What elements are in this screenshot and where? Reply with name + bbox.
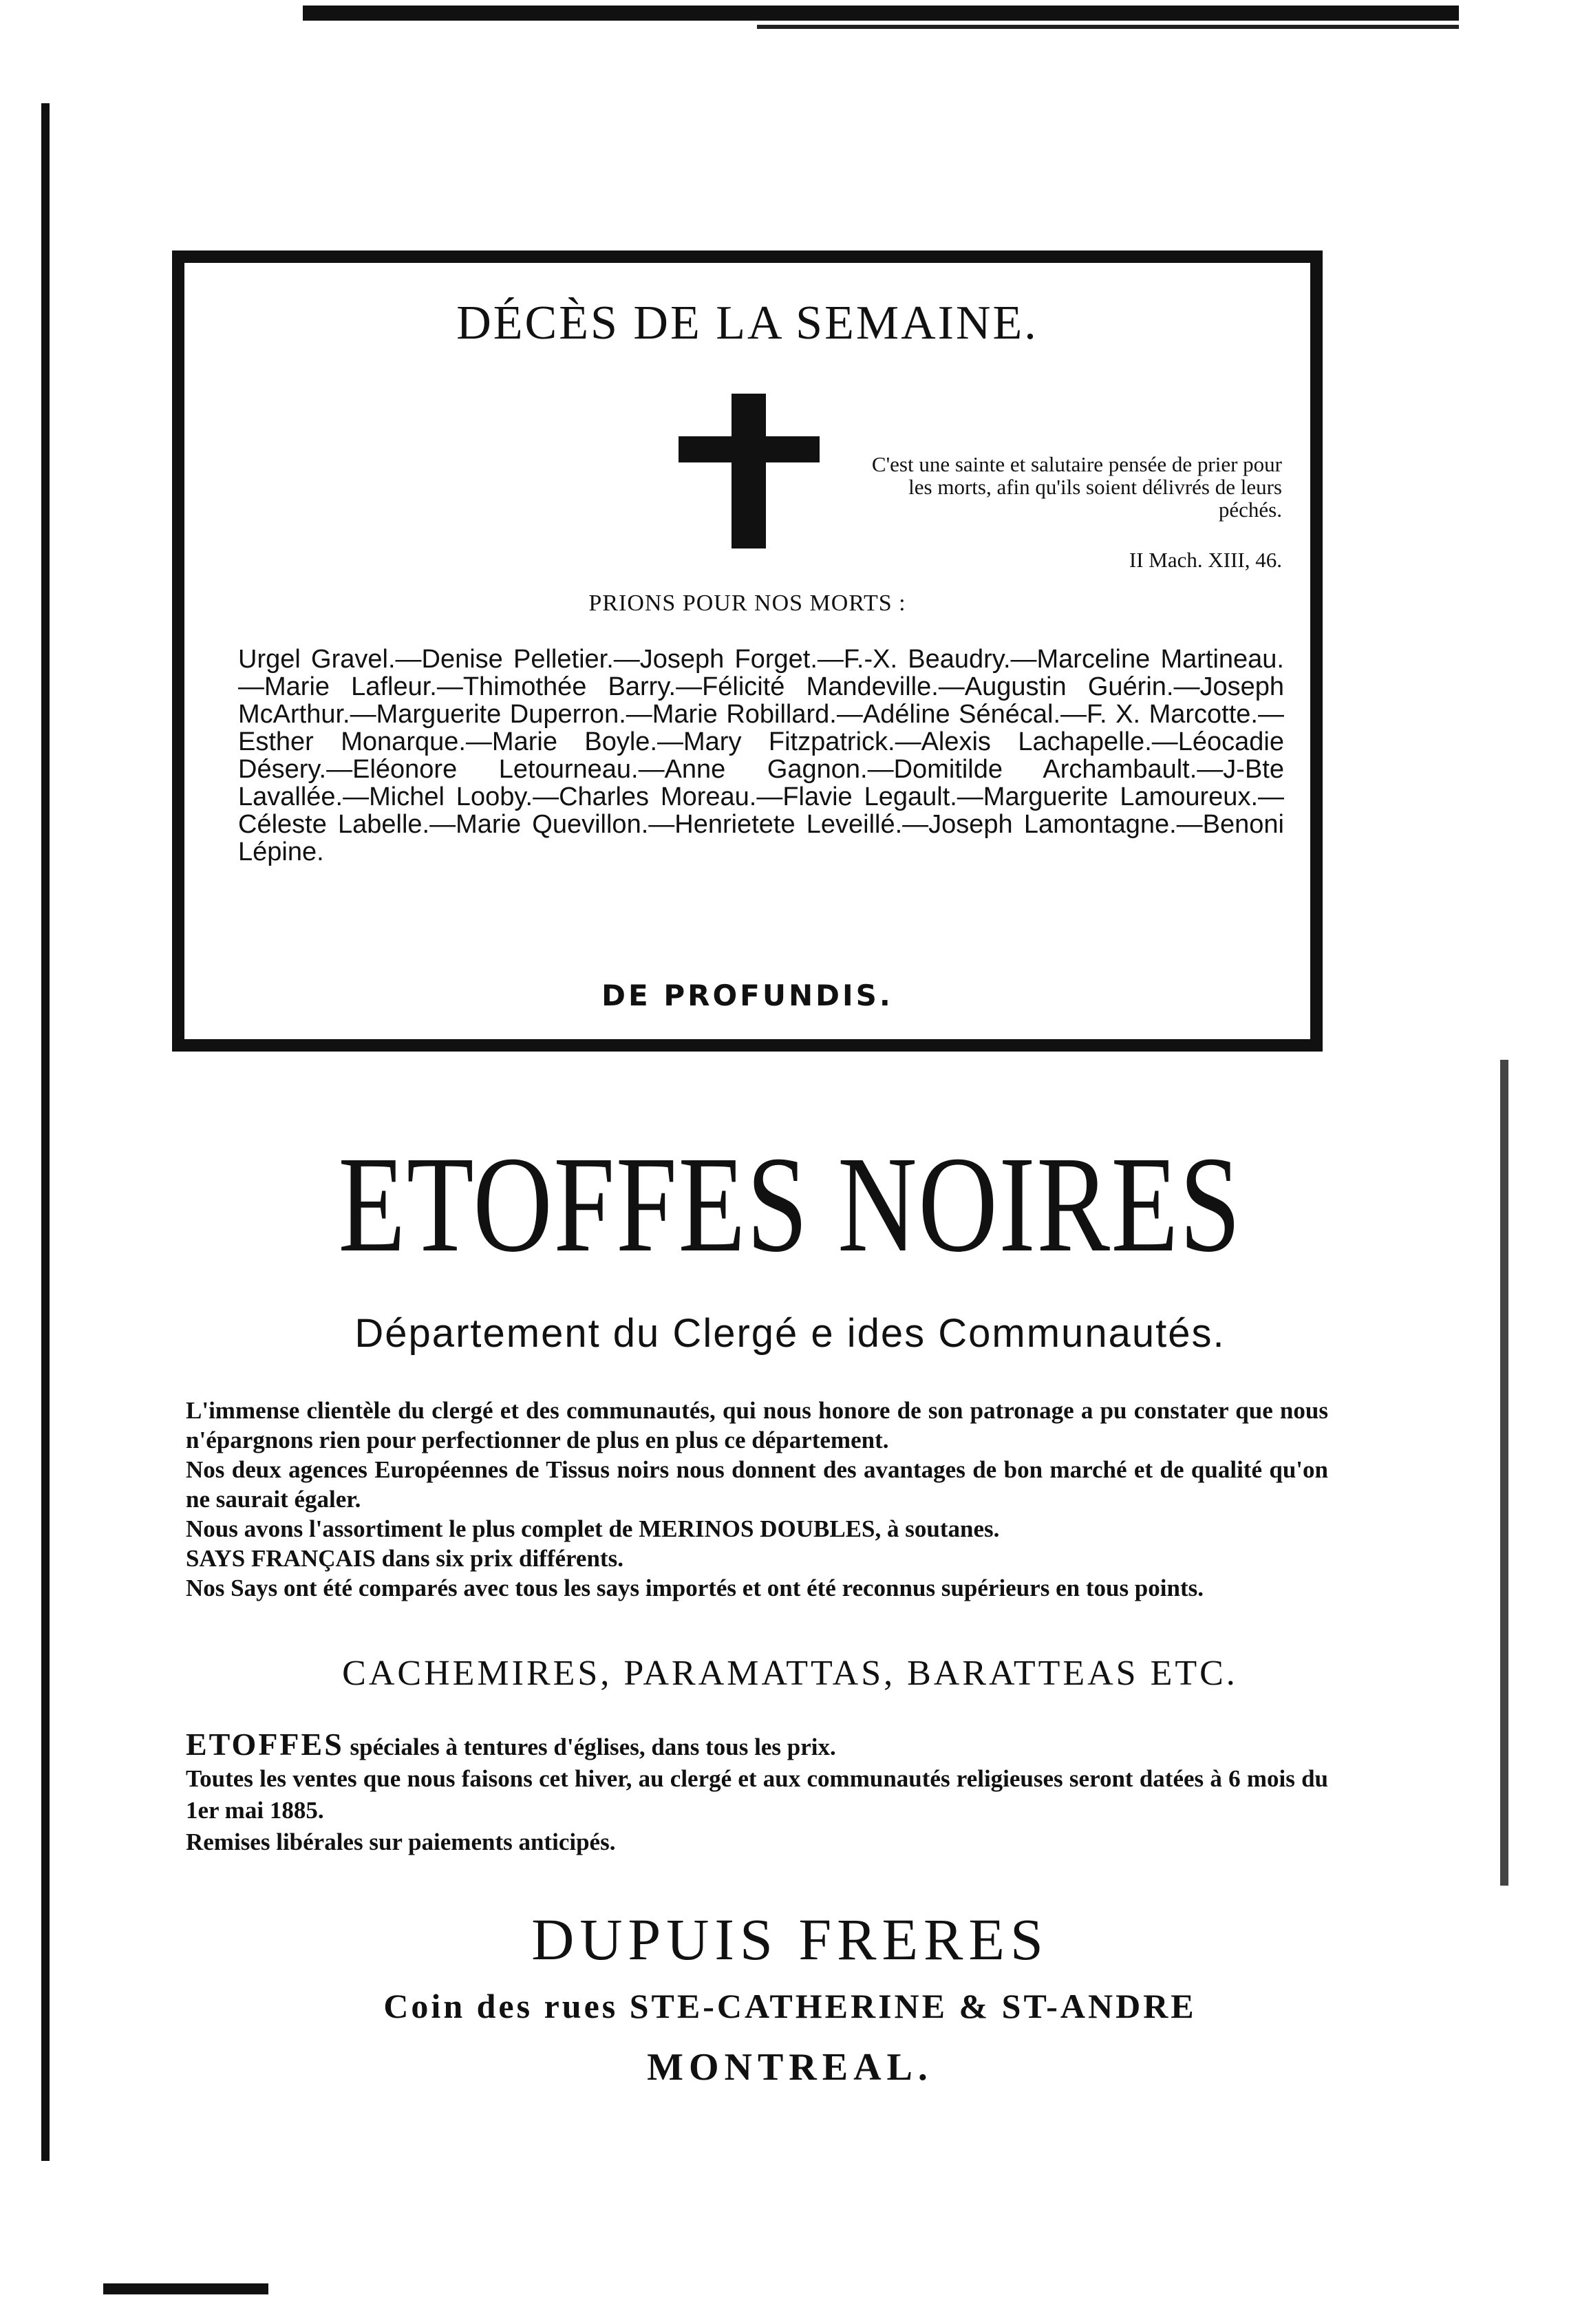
prayer-heading: PRIONS POUR NOS MORTS : [588, 590, 906, 616]
ad-paragraph: SAYS FRANÇAIS dans six prix différents. [186, 1545, 623, 1572]
discount-note: Remises libérales sur paiements anticipés. [186, 1829, 616, 1855]
sales-note: Toutes les ventes que nous faisons cet hiver, au clergé et aux communautés religieuses seront datées à 6 mois du 1er mai 1885. [186, 1765, 1328, 1824]
obituary-title: DÉCÈS DE LA SEMAINE. [456, 297, 1038, 350]
ad-subheadline: Département du Clergé e ides Communautés. [354, 1311, 1226, 1356]
bottom-rule [103, 2283, 268, 2294]
special-fabrics-block [186, 1729, 1328, 1858]
ad-paragraph: L'immense clientèle du clergé et des communautés, qui nous honore de son patronage a pu constater que nous n'épargnons rien pour perfectionner de plus en plus ce département. [186, 1397, 1328, 1453]
fabrics-line: CACHEMIRES, PARAMATTAS, BARATTEAS ETC. [342, 1654, 1238, 1693]
merchant-name: DUPUIS FRERES [531, 1906, 1049, 1972]
ad-paragraph: Nous avons l'assortiment le plus complet de MERINOS DOUBLES, à soutanes. [186, 1515, 1000, 1542]
obituary-box [172, 250, 1323, 1052]
special-fabrics-line [186, 1729, 1328, 1763]
cross-icon [732, 394, 766, 548]
right-margin-rule [1500, 1060, 1508, 1886]
scripture-quote: C'est une sainte et salutaire pensée de prier pour les morts, afin qu'ils soient délivrés de leurs péchés. [871, 452, 1282, 522]
ad-body [186, 1396, 1328, 1603]
special-fabrics-lead: ETOFFES [186, 1727, 344, 1762]
top-rule-secondary [757, 25, 1459, 29]
left-margin-rule [41, 103, 50, 2161]
ad-paragraph: Nos deux agences Européennes de Tissus noirs nous donnent des avantages de bon marché et de qualité qu'on ne saurait égaler. [186, 1456, 1328, 1513]
deceased-names: Urgel Gravel.—Denise Pelletier.—Joseph Forget.—F.-X. Beaudry.—Marceline Martineau.—Marie Lafleur.—Thimothée Barry.—Félicité Mandeville.—Augustin Guérin.—Joseph McArthur.—Marguerite Duperron.—Marie Robillard.—Adéline Sénécal.—F. X. Marcotte.—Esther Monarque.—Marie Boyle.—Mary Fitzpatrick.—Alexis Lachapelle.—Léocadie Désery.—Eléonore Letourneau.—Anne Gagnon.—Domitilde Archambault.—J-Bte Lavallée.—Michel Looby.—Charles Moreau.—Flavie Legault.—Marguerite Lamoureux.—Céleste Labelle.—Marie Quevillon.—Henrietete Leveillé.—Joseph Lamontagne.—Benoni Lépine. [238, 645, 1284, 866]
top-rule [303, 6, 1459, 21]
merchant-address: Coin des rues STE-CATHERINE & ST-ANDRE [383, 1987, 1197, 2025]
de-profundis: DE PROFUNDIS. [601, 979, 893, 1012]
ad-paragraph: Nos Says ont été comparés avec tous les says importés et ont été reconnus supérieurs en tous points. [186, 1575, 1204, 1601]
special-fabrics-text: spéciales à tentures d'églises, dans tous les prix. [343, 1734, 836, 1760]
ad-headline: ETOFFES NOIRES [338, 1129, 1242, 1281]
merchant-city: MONTREAL. [647, 2046, 933, 2089]
cross-icon-bar [679, 436, 820, 462]
scripture-reference: II Mach. XIII, 46. [1129, 548, 1282, 572]
